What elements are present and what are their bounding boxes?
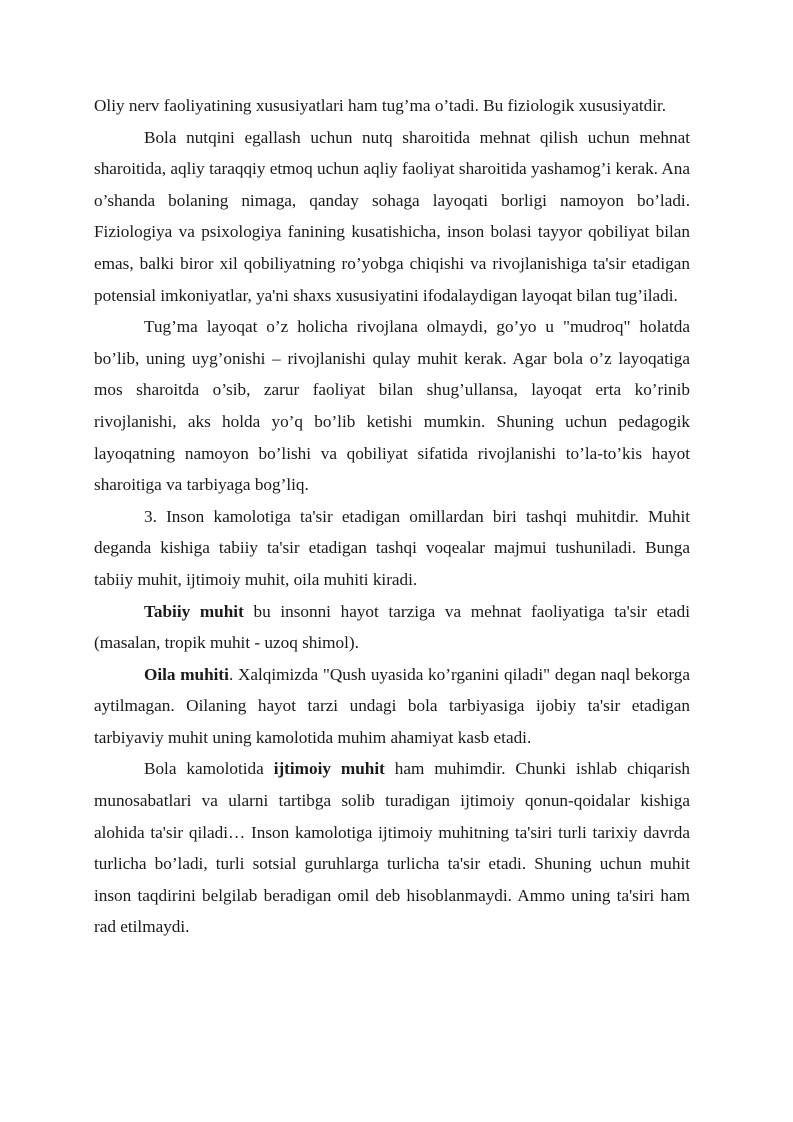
- term-oila-muhiti: Oila muhiti: [144, 664, 229, 684]
- term-tabiiy-muhit: Tabiiy muhit: [144, 601, 244, 621]
- paragraph-6-text: . Xalqimizda "Qush uyasida ko’rganini qiladi" degan naql bekorga aytilmagan. Oilaning hayot tarzi undagi bola tarbiyasiga ijobiy ta'sir etadigan tarbiyaviy muhit uning kamolotida muhim ahamiyat kasb etadi.: [94, 664, 690, 747]
- paragraph-5-text: bu insonni hayot tarziga va mehnat faoliyatiga ta'sir etadi (masalan, tropik muhit - uzoq shimol).: [94, 601, 690, 653]
- paragraph-3: Tug’ma layoqat o’z holicha rivojlana olmaydi, go’yo u "mudroq" holatda bo’lib, uning uyg’onishi – rivojlanishi qulay muhit kerak. Agar bola o’z layoqatiga mos sharoitda o’sib, zarur faoliyat bilan shug’ullansa, layoqat erta ko’rinib rivojlanishi, aks holda yo’q bo’lib ketishi mumkin. Shuning uchun pedagogik layoqatning namoyon bo’lishi va qobiliyat sifatida rivojlanishi to’la-to’kis hayot sharoitiga va tarbiyaga bog’liq.: [94, 317, 690, 495]
- paragraph-5: [94, 596, 690, 659]
- term-ijtimoiy-muhit: ijtimoiy muhit: [273, 759, 385, 779]
- paragraph-2: Bola nutqini egallash uchun nutq sharoitida mehnat qilish uchun mehnat sharoitida, aqliy taraqqiy etmoq uchun aqliy faoliyat sharoitida yashamog’i kerak. Ana o’shanda bolaning nimaga, qanday sohaga layoqati borligi namoyon bo’ladi. Fiziologiya va psixologiya fanining kusatishicha, inson bolasi tayyor qobiliyat bilan emas, balki biror xil qobiliyatning ro’yobga chiqishi va rivojlanishiga ta'sir etadigan potensial imkoniyatlar, ya'ni shaxs xususiyatini ifodalaydigan layoqat bilan tug’iladi.: [94, 127, 690, 305]
- paragraph-7-text: ham muhimdir. Chunki ishlab chiqarish munosabatlari va ularni tartibga solib turadigan ijtimoiy qonun-qoidalar kishiga alohida ta'sir qiladi… Inson kamolotiga ijtimoiy muhitning ta'siri turli tarixiy davrda turlicha bo’ladi, turli sotsial guruhlarga turlicha ta'sir etadi. Shuning uchun muhit inson taqdirini belgilab beradigan omil deb hisoblanmaydi. Ammo uning ta'siri ham rad etilmaydi.: [94, 759, 690, 937]
- paragraph-7-lead: Bola kamolotida: [144, 759, 274, 779]
- paragraph-6: [94, 659, 690, 754]
- paragraph-1: Oliy nerv faoliyatining xususiyatlari ham tug’ma o’tadi. Bu fiziologik xususiyatdir.: [94, 96, 667, 115]
- document-body: [94, 90, 690, 943]
- paragraph-7: [94, 753, 690, 943]
- paragraph-4: 3. Inson kamolotiga ta'sir etadigan omillardan biri tashqi muhitdir. Muhit deganda kishiga tabiiy ta'sir etadigan tashqi voqealar majmui tushuniladi. Bunga tabiiy muhit, ijtimoiy muhit, oila muhiti kiradi.: [94, 506, 690, 589]
